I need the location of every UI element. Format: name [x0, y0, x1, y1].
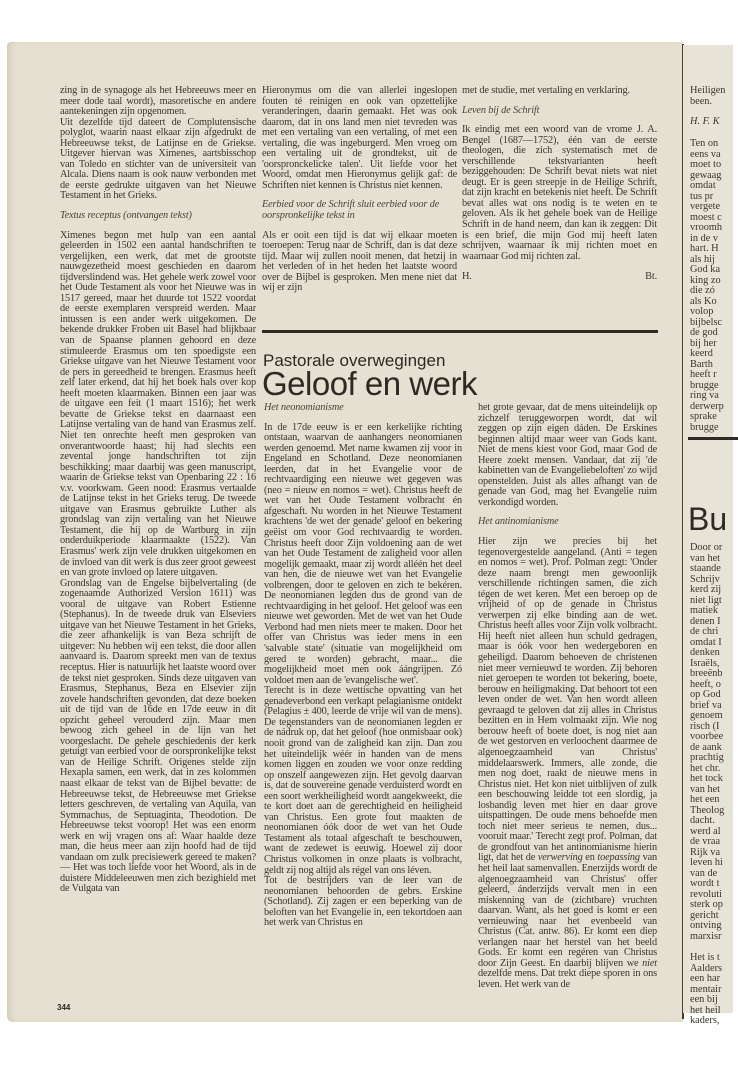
- text-line: het een: [690, 794, 720, 805]
- text-line: Rijk va: [690, 846, 721, 858]
- text-line: revoluti: [690, 888, 723, 900]
- text-line: omdat I: [690, 636, 722, 648]
- text-line: volop: [690, 306, 714, 317]
- text-line: gericht: [690, 909, 719, 921]
- text-line: van het: [690, 552, 721, 564]
- right-page-top-lines: [690, 86, 725, 107]
- text-line: de vraa: [690, 836, 721, 847]
- section-heading: Het neonomianisme: [264, 402, 344, 413]
- text-line: werd al: [690, 825, 721, 837]
- right-page-column-fragment: [690, 139, 724, 433]
- paragraph: Ik eindig met een woord van de vrome J. A. Bengel (1687—1752), één van de eerste theologen, die zich systematisch met de verschillende tekstvarianten heeft beziggehouden: De Schrift bevat niets wat niet deugt. Er is geen streepje in de Heilige Schrift, dat zijn kracht en betekenis niet heeft. De Schrift bevat alles wat ons nodig is te weten en te geloven. Als ik het gehele boek van de Heilige Schrift in de hand neem, dan kan ik zeggen: Dit is een brief, die mijn God mij heeft laten schrijven, waarnaar ik mij richten moet en waarnaar God mij richten zal.: [462, 124, 657, 262]
- text-line: bij her: [690, 337, 717, 349]
- text-line: vergete: [690, 201, 721, 212]
- text-run: en: [582, 852, 598, 864]
- text-line: omdat: [690, 180, 716, 191]
- signature: [462, 272, 657, 283]
- text-line: moet to: [690, 159, 722, 170]
- text-line: wordt t: [690, 878, 720, 889]
- right-page-heading: Bu: [688, 501, 728, 537]
- text-line: de god: [690, 327, 718, 338]
- text-line: sterk op: [690, 899, 723, 910]
- text-line: van het: [690, 783, 721, 795]
- paragraph: [478, 537, 657, 991]
- section-heading: Het antinomianisme: [478, 516, 559, 528]
- paragraph: Hieronymus om die van allerlei ingeslopen fouten té reinigen en ook van opzettelijke veranderingen, daarin gemaakt. Het was ook daarom, dat in ons land men niet tevreden was met een vertaling van een vertaling, of met een vertaling, die was ingeburgerd. Men vroeg om een vertaling uit de grondtekst, uit de 'oorspronckelicke talen'. Uit liefde voor het Woord, omdat men Hieronymus gelijk gaf: de Schriften niet kennen is Christus niet kennen.: [262, 85, 457, 191]
- text-line: denen I: [690, 615, 721, 627]
- text-line: God ka: [690, 264, 721, 275]
- text-line: Het is t: [690, 952, 720, 963]
- text-line: tus pr: [690, 190, 714, 202]
- paragraph: met de studie, met vertaling en verklaring.: [462, 85, 630, 96]
- text-line: brugge: [690, 421, 719, 433]
- text-line: risch (I: [690, 720, 720, 732]
- article-kicker: Pastorale overwegingen: [263, 351, 446, 370]
- text-line: breeënb: [690, 668, 723, 679]
- text-line: heeft r: [690, 369, 717, 380]
- text-line: Aalders: [690, 962, 723, 974]
- right-page-author: H. F. K: [690, 116, 720, 127]
- text-line: sprake: [690, 411, 717, 422]
- text-line: moest c: [690, 211, 722, 223]
- article-column-1: [264, 403, 462, 929]
- column-3-top: [462, 86, 657, 283]
- text-line: Heiligen: [690, 85, 726, 96]
- text-line: Israëls,: [690, 657, 720, 669]
- page-number: 344: [57, 1003, 71, 1012]
- column-2-top: [262, 86, 457, 294]
- text-line: denken: [690, 647, 720, 658]
- text-line: in de v: [690, 232, 719, 244]
- text-line: een bij: [690, 994, 718, 1005]
- text-line: kaders,: [690, 1015, 720, 1026]
- text-line: voorbee: [690, 731, 724, 742]
- text-line: leven hi: [690, 857, 723, 868]
- text-line: bijbelsc: [690, 316, 723, 328]
- text-line: Door or: [690, 542, 723, 553]
- right-page: [683, 45, 733, 1026]
- section-heading: Eerbied voor de Schrift sluit eerbied voor de oorspronkelijke tekst in: [262, 199, 440, 222]
- column-1: [60, 86, 256, 895]
- text-line: kerd zij: [690, 584, 722, 595]
- paragraph: Uit dezelfde tijd dateert de Complutensische polyglot, waarin naast elkaar zijn afgedrukt de Hebreeuwse tekst, de Latijnse en de Griekse. Uitgever hiervan was Ximenes, aartsbisschop van Toledo en stichter van de universiteit van Alcala. Diens naam is ook nauw verbonden met de eerste gedrukte uitgaven van het Nieuwe Testament in het Grieks.: [60, 116, 256, 202]
- paragraph: In de 17de eeuw is er een kerkelijke richting ontstaan, waarvan de aanhangers neonomianen werden genoemd. Met name kwamen zij voor in Engeland en Schotland. Deze neonomianen leerden, dat in het Evangelie voor de rechtvaardiging een nieuwe wet gegeven was (neo = nieuw en nomos = wet). Christus heeft de wet van het Oude Testament volbracht én afgeschaft. Nu worden in het Nieuwe Testament krachtens 'de wet der genade' geloof en bekering geëist om voor God rechtvaardig te worden. Christus heeft door Zijn voldoening aan de wet van het Oude Testament de zaligheid voor allen mogelijk gemaakt, maar zij wordt alléén het deel van hen, die de nieuwe wet van het Evangelie volbrengen, door te geloven en zich te bekéren. De neonomianen legden dus de grond van de rechtvaardiging in het geloof. Het geloof was een nieuwe wet geworden. Met de wet van het Oude Verbond had men niets meer te maken. Door het offer van Christus was ieder mens in een 'salvable state' (situatie van mogelijkheid om gered te worden) gebracht, maar... die mogelijkheid moet men ook áángrijpen. Zó voldoet men aan de 'evangelische wet'.: [264, 421, 462, 686]
- text-line: als hij: [690, 253, 715, 265]
- author-initials: Bt.: [645, 271, 657, 283]
- text-line: een har: [690, 973, 721, 984]
- text-line: die zó: [690, 285, 715, 296]
- text-line: eens va: [690, 148, 721, 160]
- section-divider: [688, 437, 738, 440]
- text-line: als Ko: [690, 295, 717, 307]
- article-column-2: [478, 403, 657, 991]
- text-line: staande: [690, 563, 721, 574]
- text-line: gewaag: [690, 169, 722, 181]
- text-line: genoem: [690, 710, 723, 721]
- text-line: keerd: [690, 348, 713, 359]
- paragraph: Als er ooit een tijd is dat wij elkaar moeten toeroepen: Terug naar de Schrift, dan is dat deze tijd. Maar wij zullen nooit menen, dat hetzij in het verleden of in het heden het laatste woord over de Bijbel is gesproken. Men mene niet dat wij er zijn: [262, 229, 457, 294]
- text-line: ontving: [690, 920, 722, 931]
- text-line: derwerp: [690, 400, 724, 412]
- text-line: brief va: [690, 699, 722, 711]
- emphasis: toepassing: [597, 852, 640, 864]
- text-line: Ten on: [690, 138, 719, 149]
- text-line: vroomh: [690, 222, 723, 233]
- text-line: king zo: [690, 274, 721, 286]
- paragraph: Grondslag van de Engelse bijbelvertaling (de zogenaamde Authorized Version 1611) was vooral de uitgave van Robert Estienne (Stephanus). In de tweede druk van Elseviers uitgave van het Nieuwe Testament in het Grieks, die zeer afhankelijk is van Beza schrijft de uitgever: Nu hebben wij een tekst, die door allen aanvaard is. Daarom spreekt men van de textus receptus. Hier is natuurlijk het laatste woord over de tekst niet gesproken. Sinds deze uitgaven van Erasmus, Stephanus, Beza en Elsevier zijn zovele handschriften gevonden, dat deze boeken uit de tijd van de 16de en 17de eeuw in dit opzicht geheel verouderd zijn. Maar men bewoog zich geheel in de lijn van het voorgeslacht. De gehele geschiedenis der kerk getuigt van eerbied voor de oorspronkelijke tekst van de Heilige Schrift. Origenes stelde zijn Hexapla samen, een werk, dat in zes kolommen naast elkaar de tekst van de Bijbel bevatte: de Hebreeuwse tekst, de Hebreeuwse met Griekse letters geschreven, de vertaling van Aquila, van Symmachus, de Septuaginta, Theodotion. De Hebreeuwse tekst voorop! Het was een enorm werk en wij vragen ons af: Waar haalde deze man, die heus meer aan zijn hoofd had de tijd vandaan om zulk precisiewerk gereed te maken? — Het was toch liefde voor het Woord, als in de duistere Middeleeuwen men zich bezighield met de Vulgata van: [60, 577, 256, 895]
- text-line: mentair: [690, 983, 722, 995]
- text-line: been.: [690, 95, 713, 107]
- paragraph: Ximenes begon met hulp van een aantal geleerden in 1502 een aantal handschriften te vergelijken, een werk, dat met de grootste nauwgezetheid moest geschieden en daarom tijdverslindend was. Het gehele werk zowel voor het Oude Testament als voor het Nieuwe was in 1517 gereed, maar het duurde tot 1522 voordat de eerste exemplaren verspreid werden. Maar intussen is een ander werk uitgekomen. De bekende drukker Froben uit Basel had blijkbaar van de Spaanse plannen gehoord en deze stimuleerde Erasmus om ten spoedigste een Griekse uitgave van het Nieuwe Testament voor de pers in gereedheid te brengen. Erasmus heeft zelf later erkend, dat hij het boek hals over kop heeft moeten klaarmaken. Binnen een jaar was de uitgave een feit (1 maart 1516); het werk bevatte de Griekse tekst en daarnaast een Latijnse vertaling van de hand van Erasmus zelf. Niet ten onrechte heeft men gesproken van onverantwoorde haast; hij had slechts een zevental jonge handschriften tot zijn beschikking; maar daarbij was geen manuscript, waarin de Griekse tekst van Openbaring 22 : 16 v.v. voorkwam. Geen nood: Erasmus vertaalde de Latijnse tekst in het Grieks terug. De tweede uitgave van Erasmus gebruikte Luther als grondslag van zijn vertaling van het Nieuwe Testament, die hij op de Wartburg in zijn onderduikperiode klaarmaakte (1522). Van Erasmus' werk zijn vele drukken uitgekomen en de invloed van dit werk is dus zeer groot geweest en van grote invloed op latere uitgaven.: [60, 229, 256, 579]
- text-run: Hier zijn we precies bij het tegenovergestelde aangeland. (Anti = tegen en nomos = wet). Prof. Polman zegt: 'Onder deze naam brengt men gewoonlijk verschillende richtingen samen, die zich tégen de wet keren. Met een beroep op de vrijheid of op de genade in Christus verwerpen zij elke binding aan de wet. Christus heeft alles voor Zijn volk volbracht. Hij heeft niet alleen hun schuld gedragen, maar is óók voor hen wedergeboren en geheiligd. Daarom behoeven de christenen niet meer vernieuwd te worden. Zij behoren niet geroepen te worden tot bekering, boete, berouw en heiligmaking. Dat behoort tot een leven onder de wet. Van hen wordt alleen gevraagd te geloven dat zij alles in Christus bezitten en in Hem volmaakt zijn. Wie nog berouw heeft of boete doet, is nog niet aan de wet gestorven en verloochent daarmee de algenoegzaamheid van Christus' middelaarswerk. Immers, alle zonde, die men nog doet, raakt de nieuwe mens in Christus niet. Het kon niet uitblijven of zulk een beschouwing leidde tot een slordig, ja losbandig leven met hier en daar grove uitspattingen. De oude mens behoefde men toch niet meer serieus te nemen, dus... vooruit maar.' Terecht zegt prof. Polman, dat de grondfout van het antinomianisme hierin ligt, dat het de: [478, 536, 657, 864]
- text-line: dacht.: [690, 815, 715, 826]
- text-line: het chr.: [690, 762, 721, 774]
- text-line: van de: [690, 867, 718, 879]
- author-initial: H.: [462, 271, 472, 283]
- text-line: Schrijv: [690, 573, 720, 585]
- emphasis: verwerving: [537, 852, 583, 864]
- right-page-last-fragment: [690, 953, 722, 1027]
- text-line: de chri: [690, 626, 719, 637]
- text-line: heeft, o: [690, 678, 721, 690]
- section-heading: Textus receptus (ontvangen tekst): [60, 210, 192, 222]
- text-line: prachtig: [690, 752, 724, 763]
- text-line: niet ligt: [690, 594, 722, 606]
- text-line: Theolog: [690, 804, 725, 816]
- text-line: marxisr: [690, 930, 722, 942]
- text-run: van het heil laat samenvallen. Enerzijds wordt de algenoegzaamheid van Christus' offer geleerd, ánderzijds vervalt men in een miskenning van de (zichtbare) vruchten daarvan. Want, als het goed is komt er een vernieuwing naar het evenbeeld van Christus (Cat. antw. 86). Er komt een diep verlangen naar het herstel van het beeld Gods. Er komt een regéren van Christus door Zijn Geest. En daarbij blijven we: [478, 852, 657, 969]
- text-line: Barth: [690, 358, 713, 370]
- text-line: brugge: [690, 379, 719, 391]
- section-heading: Leven bij de Schrift: [462, 104, 540, 116]
- right-page-lower-fragment: [690, 543, 724, 942]
- section-divider: [262, 330, 658, 333]
- paragraph: Tot de bestrijders van de leer van de neonomianen behoorden de gebrs. Erskine (Schotland). Zij zagen er een beperking van de beloften van het Evangelie in, een tekortdoen aan het werk van Christus en: [264, 875, 462, 929]
- paragraph: het grote gevaar, dat de mens uiteindelijk op zichzelf teruggeworpen wordt, dat wil zeggen op zijn eigen dáden. De Erskines beginnen altijd maar weer van Gods kant. Niet de mens kiest voor God, maar God de Heere zoekt mensen. Vandaar, dat zij 'de kabinetten van de Evangeliebeloften' zo wijd openstelden. Juist als alles afhangt van de genade van God, mag het Evangelie ruim verkondigd worden.: [478, 402, 657, 508]
- text-line: matiek: [690, 605, 719, 616]
- emphasis: niet: [642, 957, 657, 969]
- text-line: ring va: [690, 390, 719, 401]
- text-line: het heil: [690, 1004, 721, 1016]
- text-run: dezelfde mens. Dat trekt diepe sporen in ons leven. Het werk van de: [478, 968, 657, 990]
- text-line: hart. H: [690, 243, 719, 254]
- text-line: op God: [690, 689, 721, 700]
- text-line: de aank: [690, 741, 722, 753]
- paragraph: Terecht is in deze wettische opvatting van het genadeverbond een verkapt pelagianisme ontdekt (Pelagius ± 400, leerde de vrije wil van de mens). De tegenstanders van de neonomianen legden er de nádruk op, dat het geloof (hoe onmisbaar ook) nooit grond van de zaligheid kan zijn. Dan zou het uiteindelijk wéér in handen van de mens komen liggen en zouden we voor onze redding op onszelf aangewezen zijn. Het gevolg daarvan is, dat de souvereine genade verduisterd wordt en een soort werkheiligheid wordt aangekweekt, die te kort doet aan de gerechtigheid en heiligheid van Christus. Een grote fout maakten de neonomianen óók door de wet van het Oude Testament als totaal afgeschaft te beschouwen, want de zedewet is eeuwig. Hoewel zij door Christus volkomen in onze plaats is volbracht, geldt zij nog altijd als régel van ons léven.: [264, 685, 462, 876]
- paragraph: zing in de synagoge als het Hebreeuws meer en meer dode taal wordt), masoretische en andere aantekeningen zijn opgenomen.: [60, 85, 256, 118]
- article-title: Geloof en werk: [262, 365, 477, 402]
- text-line: het tock: [690, 773, 723, 784]
